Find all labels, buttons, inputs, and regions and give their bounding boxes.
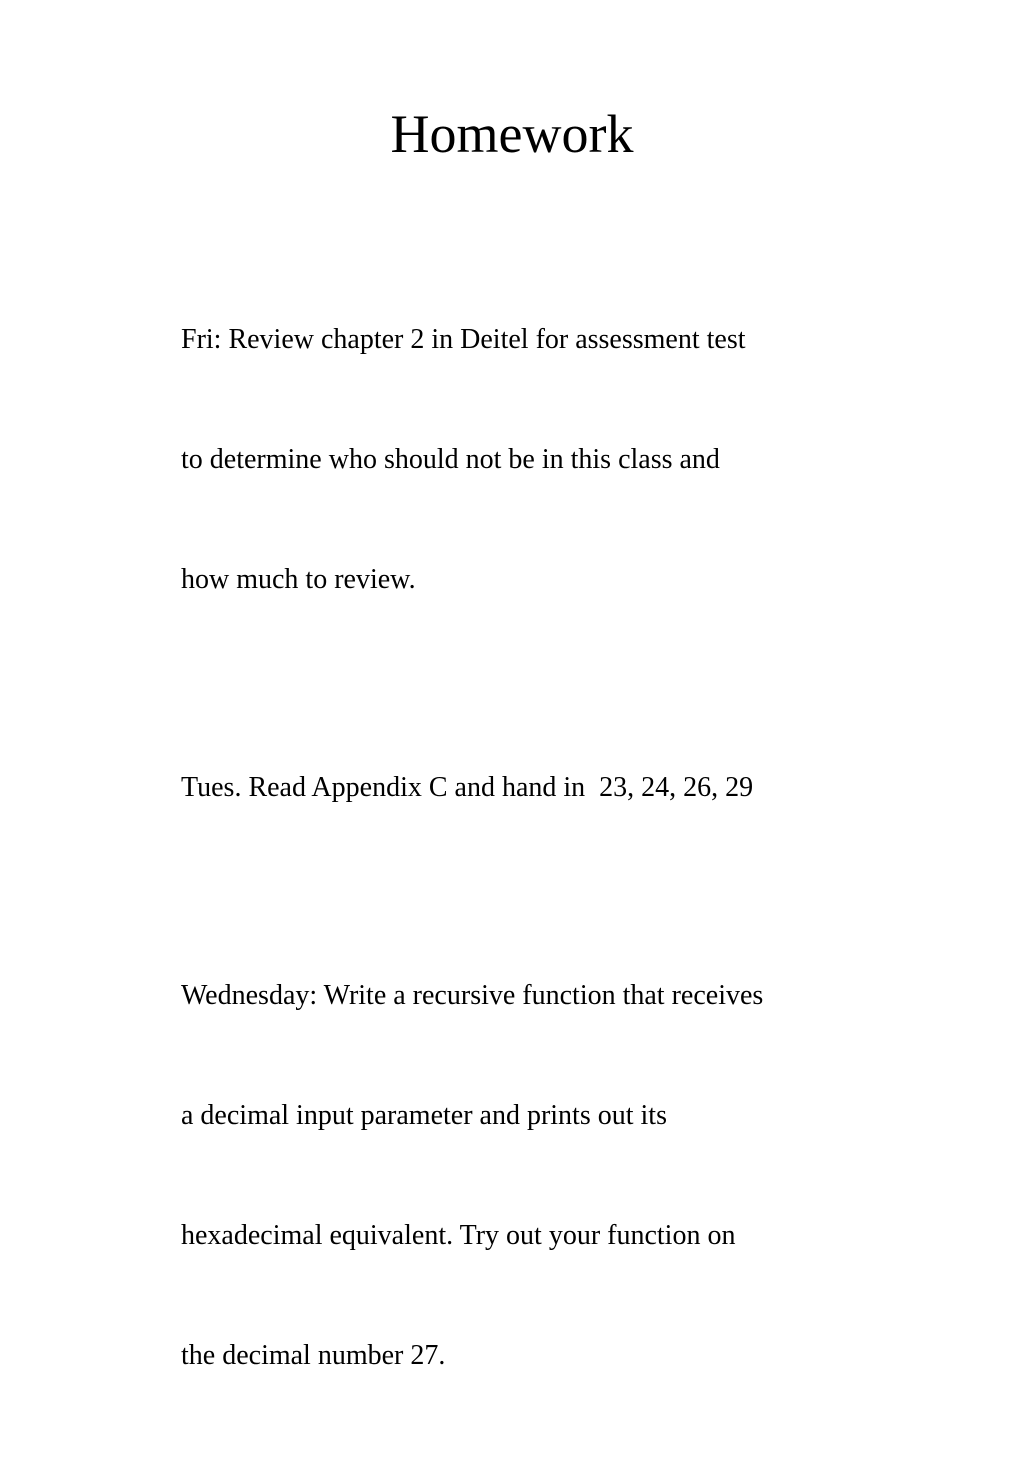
- homework-friday: [181, 240, 921, 680]
- slide-title: Homework: [390, 104, 634, 164]
- text-line: Wednesday: Write a recursive function that receives: [181, 980, 764, 1011]
- text-line: how much to review.: [181, 564, 416, 595]
- text-line: Fri: Review chapter 2 in Deitel for assessment test: [181, 324, 746, 355]
- text-line: a decimal input parameter and prints out its: [181, 1100, 667, 1131]
- slide-body: [181, 240, 921, 1464]
- text-line: Tues. Read Appendix C and hand in 23, 24, 26, 29: [181, 772, 754, 803]
- homework-tuesday: [181, 688, 921, 888]
- text-line: hexadecimal equivalent. Try out your function on: [181, 1220, 736, 1251]
- text-line: to determine who should not be in this class and: [181, 444, 720, 475]
- text-line: the decimal number 27.: [181, 1340, 446, 1371]
- homework-wednesday: [181, 896, 921, 1456]
